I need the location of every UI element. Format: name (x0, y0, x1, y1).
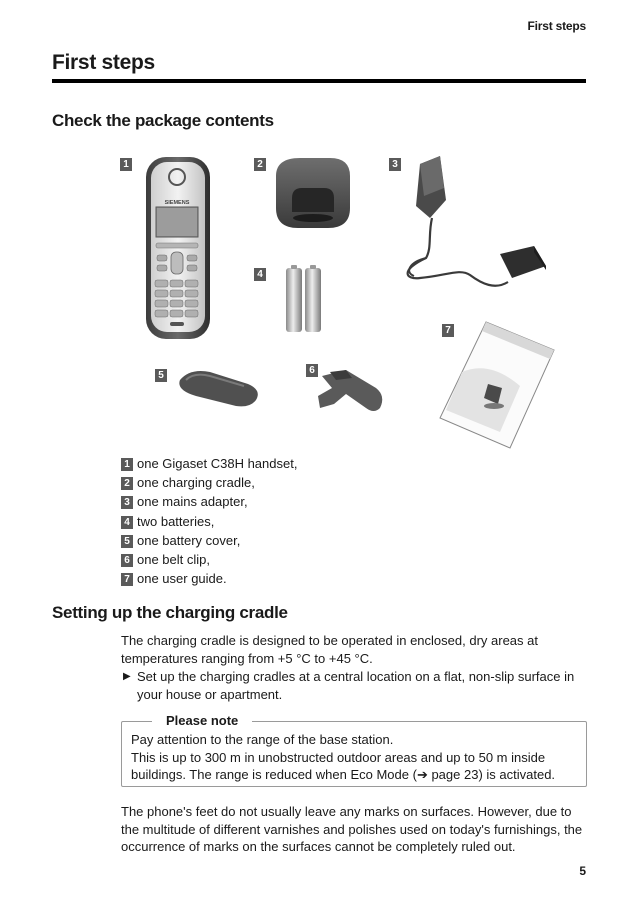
closing-paragraph: The phone's feet do not usually leave any marks on surfaces. However, due to the multitude of different varnishes and polishes used on today's furnishings, the occurrence of marks on the surfaces cannot be completely ruled out. (121, 804, 583, 854)
handset-image (146, 157, 210, 339)
mains-adapter-image (408, 156, 546, 286)
note-line-text: page 23) is activated. (427, 767, 556, 782)
cradle-intro-paragraph: The charging cradle is designed to be operated in enclosed, dry areas at temperatures ranging from +5 °C to +45 °C. (121, 633, 538, 666)
callout-2: 2 (254, 158, 266, 171)
note-line-text: buildings. The range is reduced when Eco Mode ( (131, 767, 417, 782)
list-item (121, 512, 297, 531)
running-head: First steps (527, 19, 586, 33)
item-number: 6 (121, 554, 133, 567)
callout-5: 5 (155, 369, 167, 382)
item-number: 1 (121, 458, 133, 471)
battery-cover-image (179, 371, 257, 406)
callout-3: 3 (389, 158, 401, 171)
list-item (121, 454, 297, 473)
section-heading-package-contents: Check the package contents (52, 111, 274, 130)
bullet-arrow-icon: ▶ (123, 671, 131, 682)
list-item (121, 531, 297, 550)
callout-4: 4 (254, 268, 266, 281)
callout-7: 7 (442, 324, 454, 337)
item-number: 4 (121, 516, 133, 529)
item-text: one Gigaset C38H handset, (137, 456, 298, 471)
setup-bullet (121, 668, 591, 703)
page-number: 5 (579, 864, 586, 878)
list-item (121, 550, 297, 569)
item-text: one charging cradle, (137, 475, 255, 491)
belt-clip-image (318, 370, 382, 411)
user-guide-image (440, 322, 554, 448)
item-text: one battery cover, (137, 532, 241, 548)
note-text (131, 731, 586, 784)
package-contents-list (121, 454, 297, 588)
item-number: 2 (121, 477, 133, 490)
page-title: First steps (52, 51, 155, 74)
handset-brand: SIEMENS (164, 200, 190, 206)
callout-6: 6 (306, 364, 318, 377)
item-text: one user guide. (137, 571, 227, 587)
batteries-image (286, 265, 321, 332)
note-title: Please note (152, 713, 252, 728)
list-item (121, 569, 297, 588)
callout-1: 1 (120, 158, 132, 171)
item-text: two batteries, (137, 513, 215, 529)
package-contents-illustration (0, 0, 638, 450)
note-line: Pay attention to the range of the base station. (131, 732, 394, 747)
list-item (121, 492, 297, 511)
cross-reference-arrow-icon: ➔ (416, 767, 428, 782)
setup-bullet-text: Set up the charging cradles at a central location on a flat, non-slip surface in your house or apartment. (137, 669, 575, 702)
section-heading-charging-cradle: Setting up the charging cradle (52, 603, 288, 622)
charging-cradle-image (276, 158, 350, 228)
item-number: 3 (121, 496, 133, 509)
item-text: one belt clip, (137, 551, 210, 567)
note-line: This is up to 300 m in unobstructed outdoor areas and up to 50 m inside (131, 749, 546, 765)
list-item (121, 473, 297, 492)
item-number: 7 (121, 573, 133, 586)
item-number: 5 (121, 535, 133, 548)
item-text: one mains adapter, (137, 494, 248, 510)
note-line (131, 766, 586, 784)
